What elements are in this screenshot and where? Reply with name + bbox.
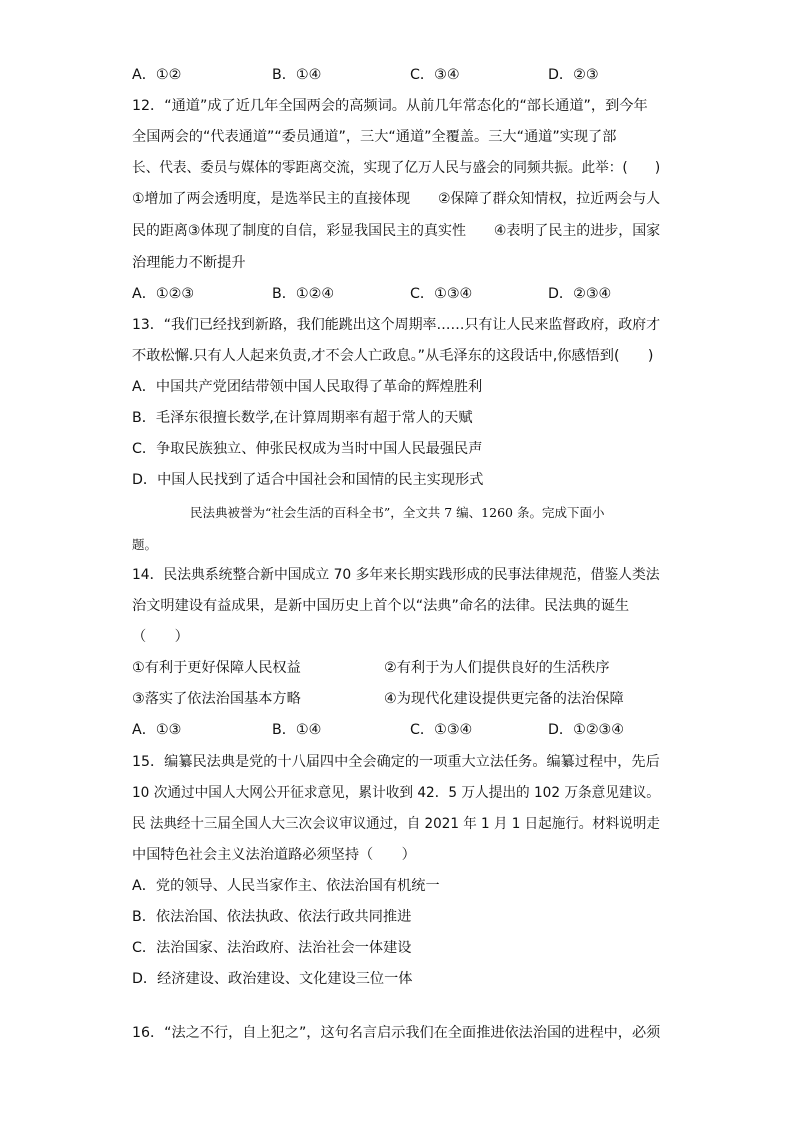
q14-option-a: A．①③ [132,722,182,738]
q14-statement-1: ①有利于更好保障人民权益 [132,660,301,676]
material-line-1: 民法典被誉为“社会生活的百科全书”，全文共 7 编、1260 条。完成下面小 [190,505,605,520]
q13-option-a: A．中国共产党团结带领中国人民取得了革命的辉煌胜利 [132,379,483,395]
q14-option-b: B．①④ [272,722,322,738]
q14-option-d: D．①②③④ [548,722,624,738]
q12-option-c: C．①③④ [410,286,473,302]
q13-line-2: 不敢松懈.只有人人起来负责,才不会人亡政息。”从毛泽东的这段话中,你感悟到( ) [132,348,654,364]
q15-line-4: 中国特色社会主义法治道路必须坚持（ ） [132,847,416,863]
q15-line-1: 15．编纂民法典是党的十八届四中全会确定的一项重大立法任务。编纂过程中，先后 [132,754,660,770]
q15-option-d: D．经济建设、政治建设、文化建设三位一体 [132,971,413,987]
q13-option-b: B．毛泽东很擅长数学,在计算周期率有超于常人的天赋 [132,410,473,426]
q14-statement-4: ④为现代化建设提供更完备的法治保障 [384,691,624,707]
q14-line-3: （ ） [132,629,189,645]
q14-line-1: 14．民法典系统整合新中国成立 70 多年来长期实践形成的民事法律规范，借鉴人类法 [132,567,660,583]
q15-line-2: 10 次通过中国人大网公开征求意见，累计收到 42．5 万人提出的 102 万条意见建议。 [132,785,660,801]
q11-option-d: D．②③ [548,67,599,83]
q11-option-a: A．①② [132,67,182,83]
q12-line-2: 全国两会的“代表通道”“委员通道”，三大“通道”全覆盖。三大“通道”实现了部 [132,129,617,145]
q15-option-b: B．依法治国、依法执政、依法行政共同推进 [132,909,412,925]
q13-line-1: 13．“我们已经找到新路，我们能跳出这个周期率……只有让人民来监督政府，政府才 [132,317,661,333]
q12-line-3: 长、代表、委员与媒体的零距离交流，实现了亿万人民与盛会的同频共振。此举：( ) [132,160,661,176]
material-line-2: 题。 [132,537,158,552]
q14-statement-2: ②有利于为人们提供良好的生活秩序 [384,660,610,676]
q13-option-c: C．争取民族独立、伸张民权成为当时中国人民最强民声 [132,441,483,457]
q12-option-d: D．②③④ [548,286,612,302]
q12-line-5: 民的距离③体现了制度的自信，彩显我国民主的真实性 ④表明了民主的进步，国家 [132,223,661,239]
q15-line-3: 民 法典经十三届全国人大三次会议审议通过，自 2021 年 1 月 1 日起施行。材料说明走 [132,816,660,832]
q12-line-4: ①增加了两会透明度，是选举民主的直接体现 ②保障了群众知情权，拉近两会与人 [132,191,661,207]
q14-option-c: C．①③④ [410,722,473,738]
q11-option-c: C．③④ [410,67,460,83]
q16-line-1: 16．“法之不行，自上犯之”，这句名言启示我们在全面推进依法治国的进程中，必须 [132,1025,661,1041]
q15-option-c: C．法治国家、法治政府、法治社会一体建设 [132,940,412,956]
q14-line-2: 治文明建设有益成果，是新中国历史上首个以“法典”命名的法律。民法典的诞生 [132,598,630,614]
q12-option-a: A．①②③ [132,286,195,302]
q15-option-a: A．党的领导、人民当家作主、依法治国有机统一 [132,878,440,894]
q11-option-b: B．①④ [272,67,322,83]
q14-statement-3: ③落实了依法治国基本方略 [132,691,301,707]
q12-option-b: B．①②④ [272,286,335,302]
q12-line-6: 治理能力不断提升 [132,255,246,271]
q12-line-1: 12．“通道”成了近几年全国两会的高频词。从前几年常态化的“部长通道”，到今年 [132,98,648,114]
q13-option-d: D．中国人民找到了适合中国社会和国情的民主实现形式 [132,472,484,488]
